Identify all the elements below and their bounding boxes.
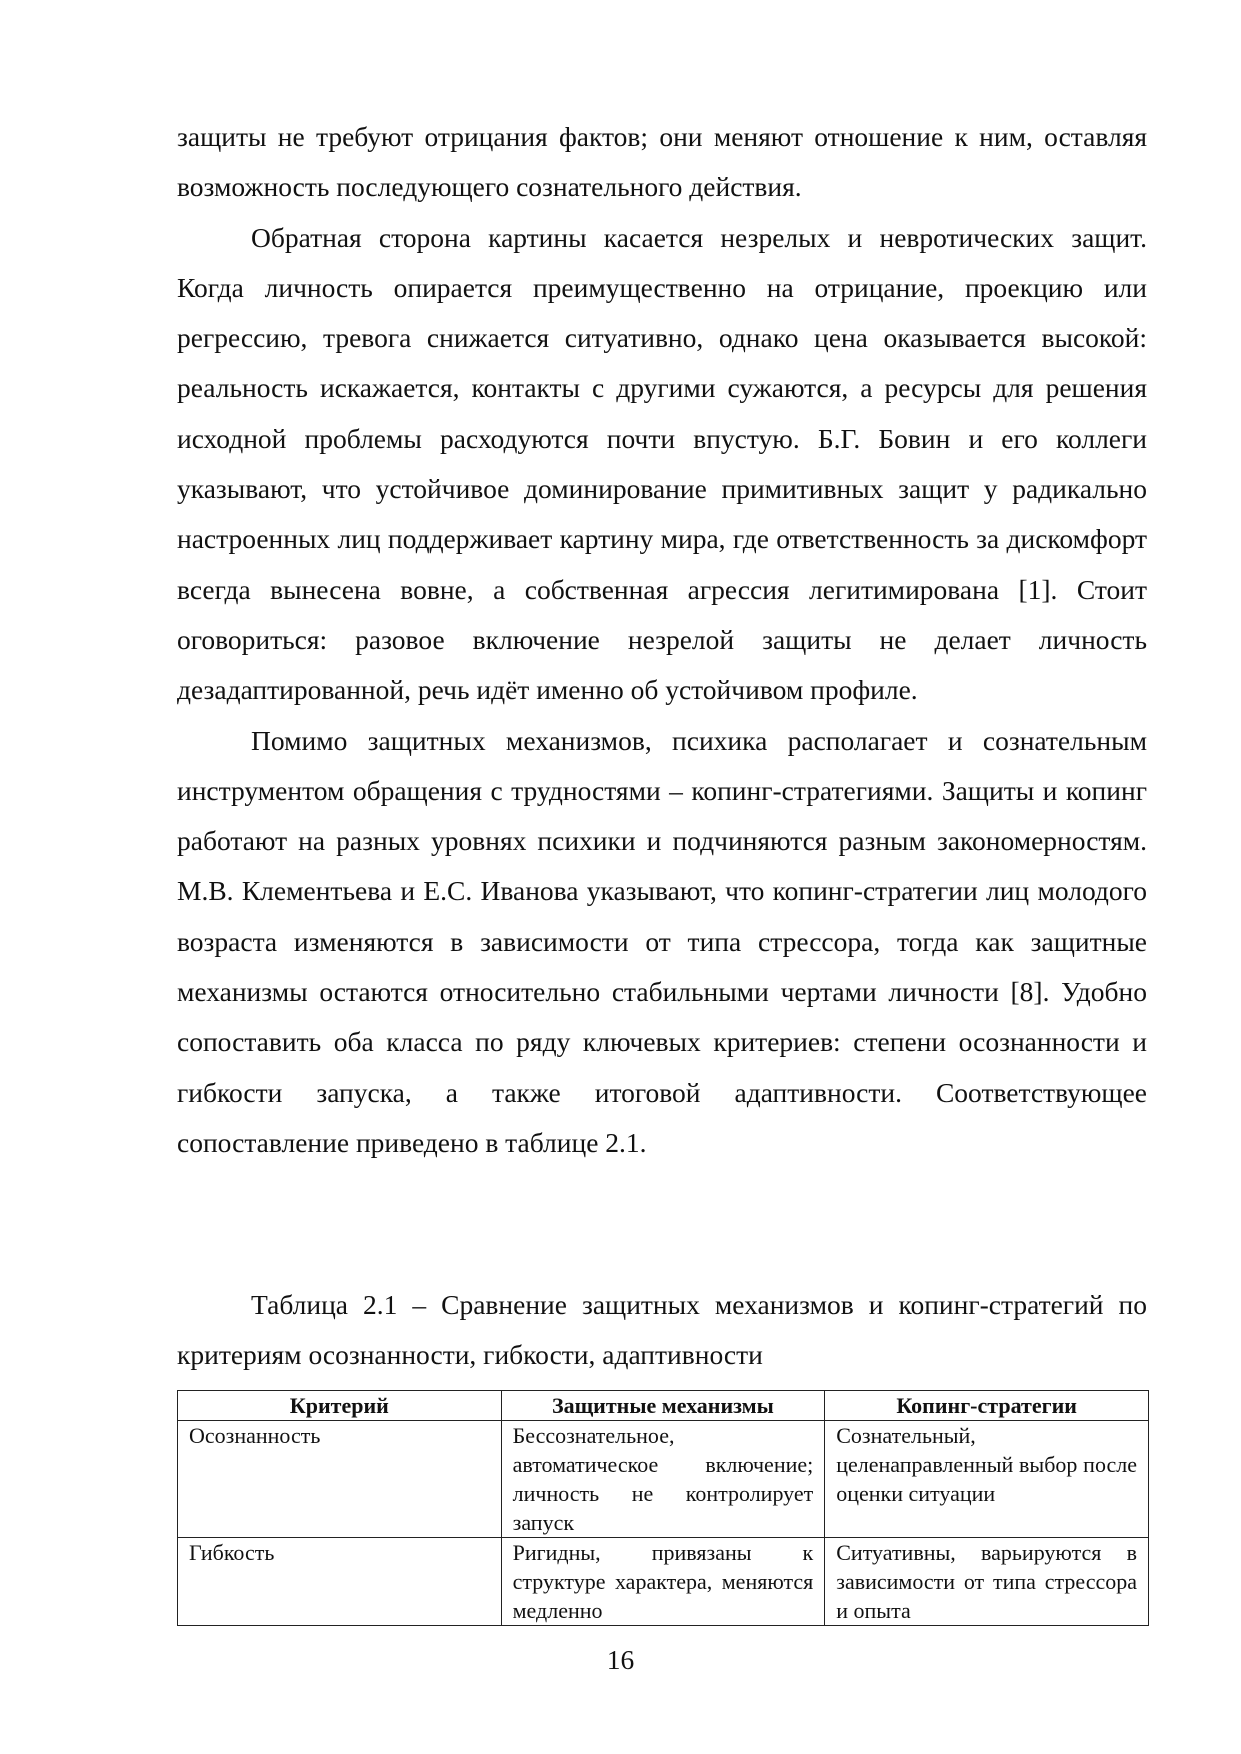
- table-header-row: [178, 1391, 1149, 1421]
- table-cell: Осознанность: [178, 1421, 502, 1538]
- table-cell: Ригидны, привязаны к структуре характера, меняются медленно: [501, 1538, 825, 1626]
- table-cell: Сознательный, целенаправленный выбор после оценки ситуации: [825, 1421, 1149, 1538]
- table-cell: Ситуативны, варьируются в зависимости от типа стрессора и опыта: [825, 1538, 1149, 1626]
- header-coping-strategies: Копинг-стратегии: [825, 1391, 1149, 1421]
- table-row: [178, 1538, 1149, 1626]
- table-cell: Бессознательное, автоматическое включение; личность не контролирует запуск: [501, 1421, 825, 1538]
- body-text: [177, 112, 1147, 1168]
- table-cell: Гибкость: [178, 1538, 502, 1626]
- header-defense-mechanisms: Защитные механизмы: [501, 1391, 825, 1421]
- table-caption: Таблица 2.1 – Сравнение защитных механизмов и копинг-стратегий по критериям осознанности, гибкости, адаптивности: [177, 1289, 1147, 1370]
- comparison-table: [177, 1390, 1149, 1626]
- page-number: 16: [606, 1644, 635, 1675]
- paragraph-immature-defenses: Обратная сторона картины касается незрелых и невротических защит. Когда личность опирается преимущественно на отрицание, проекцию или регрессию, тревога снижается ситуативно, однако цена оказывается высокой: реальность искажается, контакты с другими сужаются, а ресурсы для решения исходной проблемы расходуются почти впустую. Б.Г. Бовин и его коллеги указывают, что устойчивое доминирование примитивных защит у радикально настроенных лиц поддерживает картину мира, где ответственность за дискомфорт всегда вынесена вовне, а собственная агрессия легитимирована [1]. Стоит оговориться: разовое включение незрелой защиты не делает личность дезадаптированной, речь идёт именно об устойчивом профиле.: [177, 221, 1147, 706]
- paragraph-continuation: защиты не требуют отрицания фактов; они меняют отношение к ним, оставляя возможность последующего сознательного действия.: [177, 121, 1147, 203]
- header-criterion: Критерий: [178, 1391, 502, 1421]
- paragraph-coping-strategies: Помимо защитных механизмов, психика располагает и сознательным инструментом обращения с трудностями – копинг-стратегиями. Защиты и копинг работают на разных уровнях психики и подчиняются разным закономерностям. М.В. Клементьева и Е.С. Иванова указывают, что копинг-стратегии лиц молодого возраста изменяются в зависимости от типа стрессора, тогда как защитные механизмы остаются относительно стабильными чертами личности [8]. Удобно сопоставить оба класса по ряду ключевых критериев: степени осознанности и гибкости запуска, а также итоговой адаптивности. Соответствующее сопоставление приведено в таблице 2.1.: [177, 724, 1147, 1158]
- table-row: [178, 1421, 1149, 1538]
